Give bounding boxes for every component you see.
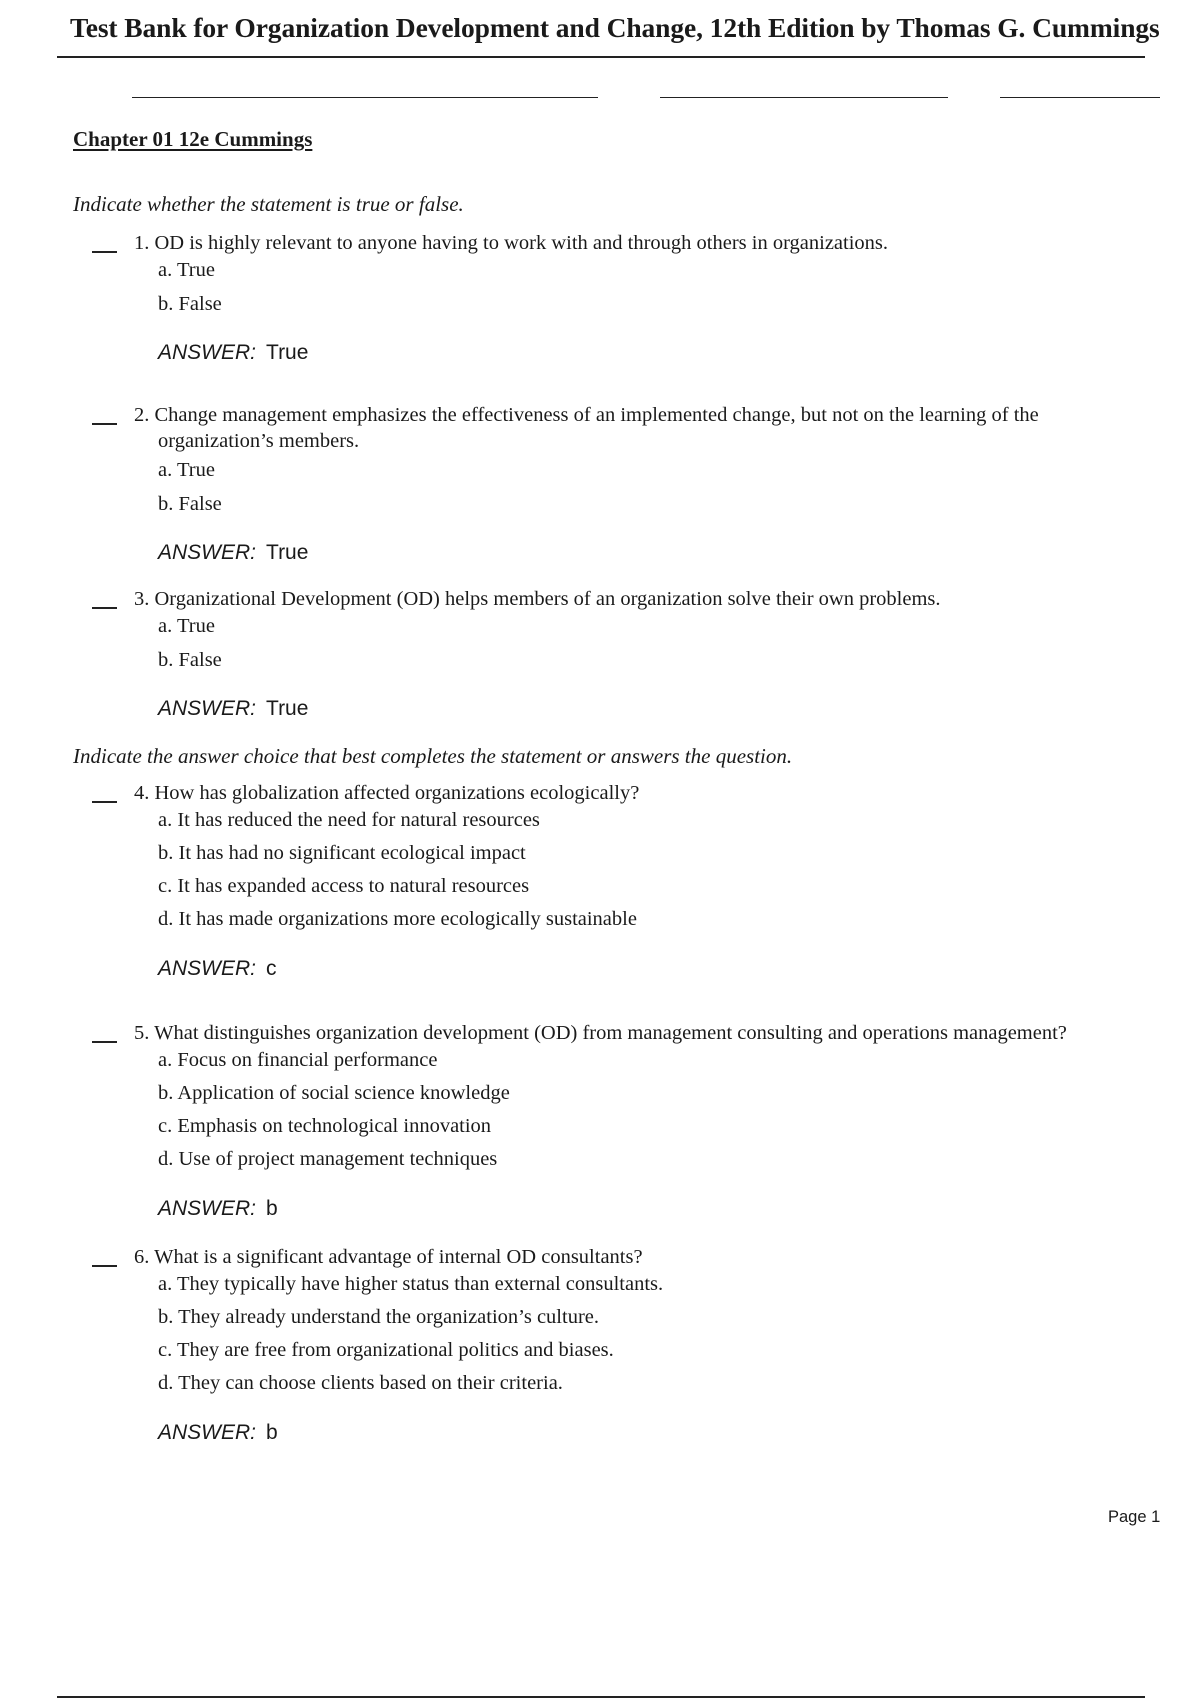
answer-blank: [92, 423, 117, 425]
option-d: d. It has made organizations more ecologically sustainable: [158, 908, 637, 930]
answer-blank: [92, 251, 117, 253]
answer-value: b: [266, 1197, 278, 1220]
answer-blank: [92, 801, 117, 803]
question-stem: OD is highly relevant to anyone having to work with and through others in organizations.: [154, 232, 889, 254]
answer-label: ANSWER:: [158, 341, 257, 364]
answer-value: b: [266, 1421, 278, 1444]
answer-key: [158, 1421, 278, 1445]
question-stem: What is a significant advantage of internal OD consultants?: [154, 1246, 643, 1268]
question-text: [134, 586, 1134, 612]
question-stem: What distinguishes organization development (OD) from management consulting and operations management?: [154, 1022, 1067, 1044]
answer-value: True: [266, 541, 309, 564]
option-b: b. They already understand the organization’s culture.: [158, 1306, 599, 1328]
option-a: a. It has reduced the need for natural resources: [158, 809, 540, 831]
option-c: c. Emphasis on technological innovation: [158, 1115, 492, 1137]
class-blank-line: [660, 97, 948, 98]
question-number: 6.: [134, 1246, 150, 1268]
option-b: b. False: [158, 293, 222, 315]
date-blank-line: [1000, 97, 1160, 98]
question-number: 5.: [134, 1022, 150, 1044]
question-number: 2.: [134, 404, 150, 426]
option-c: c. It has expanded access to natural resources: [158, 875, 530, 897]
answer-blank: [92, 1265, 117, 1267]
question-number: 4.: [134, 782, 150, 804]
answer-blank: [92, 1041, 117, 1043]
question-text: [134, 230, 1134, 256]
option-b: b. It has had no significant ecological impact: [158, 842, 526, 864]
question-stem: Change management emphasizes the effectiveness of an implemented change, but not on the learning of the: [154, 404, 1039, 426]
answer-key: [158, 697, 308, 721]
option-b: b. False: [158, 649, 222, 671]
page-number: Page 1: [1108, 1508, 1161, 1526]
option-d: d. Use of project management techniques: [158, 1148, 498, 1170]
question-text: [134, 780, 1134, 806]
question-stem: How has globalization affected organizations ecologically?: [154, 782, 640, 804]
answer-key: [158, 341, 308, 365]
section-instruction: Indicate whether the statement is true or false.: [73, 192, 464, 216]
question-number: 3.: [134, 588, 150, 610]
answer-value: c: [266, 957, 277, 980]
chapter-title: Chapter 01 12e Cummings: [73, 127, 313, 151]
answer-label: ANSWER:: [158, 957, 257, 980]
option-d: d. They can choose clients based on their criteria.: [158, 1372, 563, 1394]
option-c: c. They are free from organizational politics and biases.: [158, 1339, 614, 1361]
question-stem: Organizational Development (OD) helps members of an organization solve their own problems.: [154, 588, 941, 610]
answer-key: [158, 957, 277, 981]
option-a: a. Focus on financial performance: [158, 1049, 438, 1071]
section-instruction: Indicate the answer choice that best completes the statement or answers the question.: [73, 744, 793, 768]
option-b: b. Application of social science knowledge: [158, 1082, 510, 1104]
answer-label: ANSWER:: [158, 697, 257, 720]
question-text: [134, 1244, 1134, 1270]
option-a: a. True: [158, 459, 215, 481]
question-number: 1.: [134, 232, 150, 254]
question-text: [134, 1020, 1134, 1046]
answer-key: [158, 1197, 278, 1221]
answer-value: True: [266, 697, 309, 720]
answer-blank: [92, 607, 117, 609]
answer-key: [158, 541, 308, 565]
answer-label: ANSWER:: [158, 1197, 257, 1220]
title-divider: [57, 56, 1145, 58]
answer-label: ANSWER:: [158, 541, 257, 564]
question-text: [134, 402, 1134, 454]
footer-divider: [57, 1696, 1145, 1698]
name-blank-line: [132, 97, 598, 98]
question-stem-continued: organization’s members.: [158, 430, 360, 452]
option-b: b. False: [158, 493, 222, 515]
document-title: Test Bank for Organization Development and Change, 12th Edition by Thomas G. Cummings: [70, 12, 1160, 43]
option-a: a. True: [158, 259, 215, 281]
option-a: a. They typically have higher status than external consultants.: [158, 1273, 664, 1295]
answer-value: True: [266, 341, 309, 364]
option-a: a. True: [158, 615, 215, 637]
answer-label: ANSWER:: [158, 1421, 257, 1444]
